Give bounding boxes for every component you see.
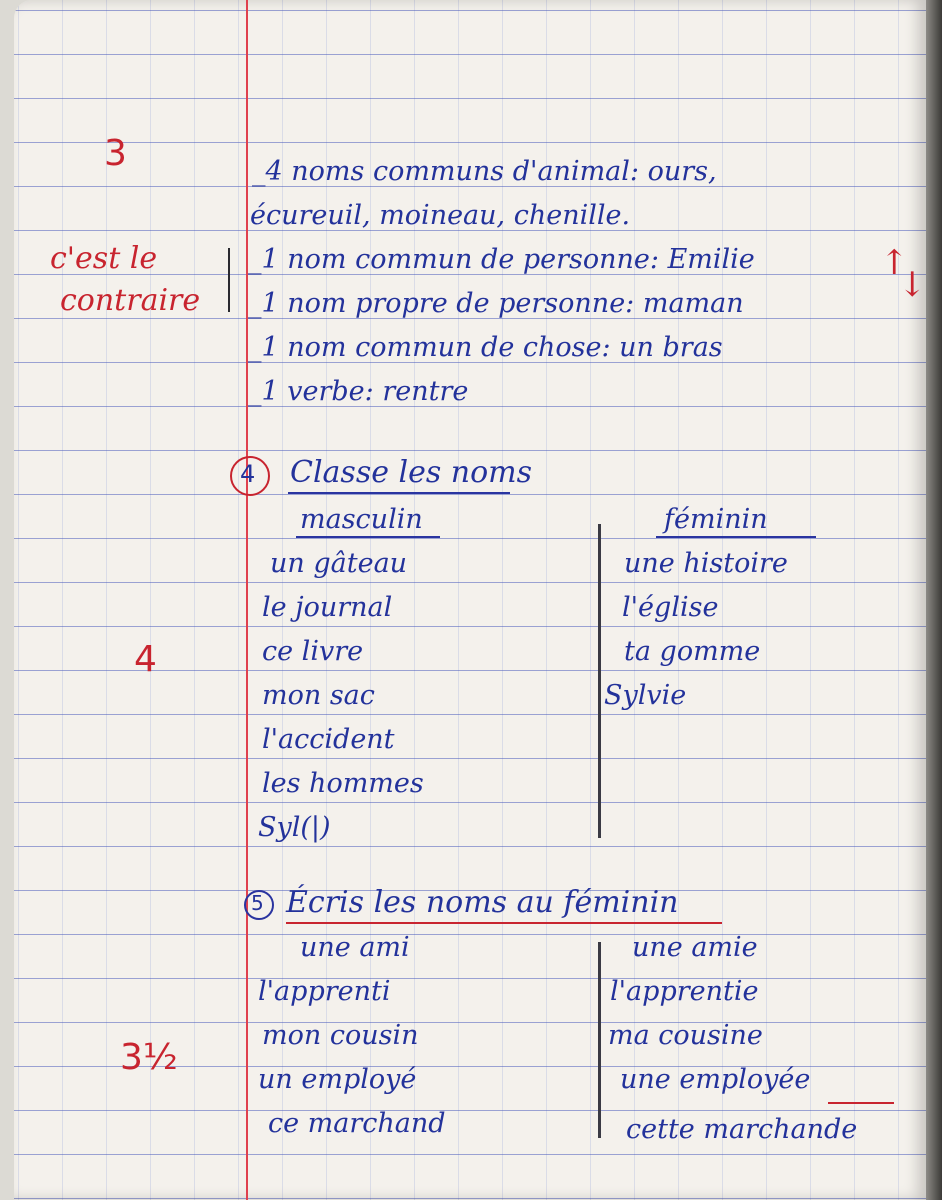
ex4-number: 4 xyxy=(240,460,256,488)
page-edge xyxy=(926,0,942,1200)
ex4-column-divider xyxy=(598,524,601,838)
ex5-left-5: ce marchand xyxy=(268,1108,446,1139)
arrow-down-icon: ↓ xyxy=(898,265,927,305)
margin-line xyxy=(246,0,248,1200)
margin-note-line-2: contraire xyxy=(60,283,201,318)
margin-grade-3: 3½ xyxy=(120,1037,178,1078)
ex4-masc-6: les hommes xyxy=(262,768,424,799)
ex4-header-feminin: féminin xyxy=(664,504,768,535)
ex4-fem-3: ta gomme xyxy=(624,636,761,667)
margin-bracket xyxy=(228,248,230,312)
ex3-line-4: _1 nom propre de personne: maman xyxy=(248,288,744,319)
ex4-masc-4: mon sac xyxy=(262,680,375,711)
ex4-fem-2: l'église xyxy=(622,592,719,623)
ex5-left-2: l'apprenti xyxy=(258,976,391,1007)
ex4-title: Classe les noms xyxy=(290,455,533,490)
ex4-header-masculin: masculin xyxy=(300,504,423,535)
ex5-right-1: une amie xyxy=(632,932,758,963)
ex4-masc-2: le journal xyxy=(262,592,393,623)
ex5-number: 5 xyxy=(251,891,264,915)
margin-grade-2: 4 xyxy=(134,639,157,680)
ex4-fem-1: une histoire xyxy=(624,548,788,579)
ex4-masculin-underline xyxy=(296,536,440,538)
ex5-right-4-underline xyxy=(828,1102,894,1104)
margin-note-line-1: c'est le xyxy=(50,241,158,276)
ex4-masc-5: l'accident xyxy=(262,724,395,755)
ex5-right-3: ma cousine xyxy=(608,1020,763,1051)
ex4-title-underline xyxy=(288,492,510,494)
ex3-line-2: écureuil, moineau, chenille. xyxy=(250,200,631,231)
ex5-left-3: mon cousin xyxy=(262,1020,419,1051)
arrow-up-icon: ↑ xyxy=(880,243,909,283)
ex3-line-3: _1 nom commun de personne: Emilie xyxy=(248,244,755,275)
ex3-line-6: _1 verbe: rentre xyxy=(248,376,469,407)
ex4-fem-4: Sylvie xyxy=(604,680,687,711)
ex4-masc-3: ce livre xyxy=(262,636,364,667)
ex5-right-4: une employée xyxy=(620,1064,811,1095)
ex5-title-underline xyxy=(286,922,722,924)
ex5-title: Écris les noms au féminin xyxy=(286,885,679,920)
ex4-masc-7: Syl(|) xyxy=(258,812,331,843)
ex3-line-5: _1 nom commun de chose: un bras xyxy=(248,332,723,363)
ex5-column-divider xyxy=(598,942,601,1138)
ex5-right-2: l'apprentie xyxy=(610,976,759,1007)
ex5-left-1: une ami xyxy=(300,932,410,963)
margin-grade-1: 3 xyxy=(104,133,127,174)
ex5-left-4: un employé xyxy=(258,1064,417,1095)
ex5-right-5: cette marchande xyxy=(626,1114,858,1145)
ex4-feminin-underline xyxy=(656,536,816,538)
ex4-masc-1: un gâteau xyxy=(270,548,408,579)
ex3-line-1: _4 noms communs d'animal: ours, xyxy=(252,156,717,187)
